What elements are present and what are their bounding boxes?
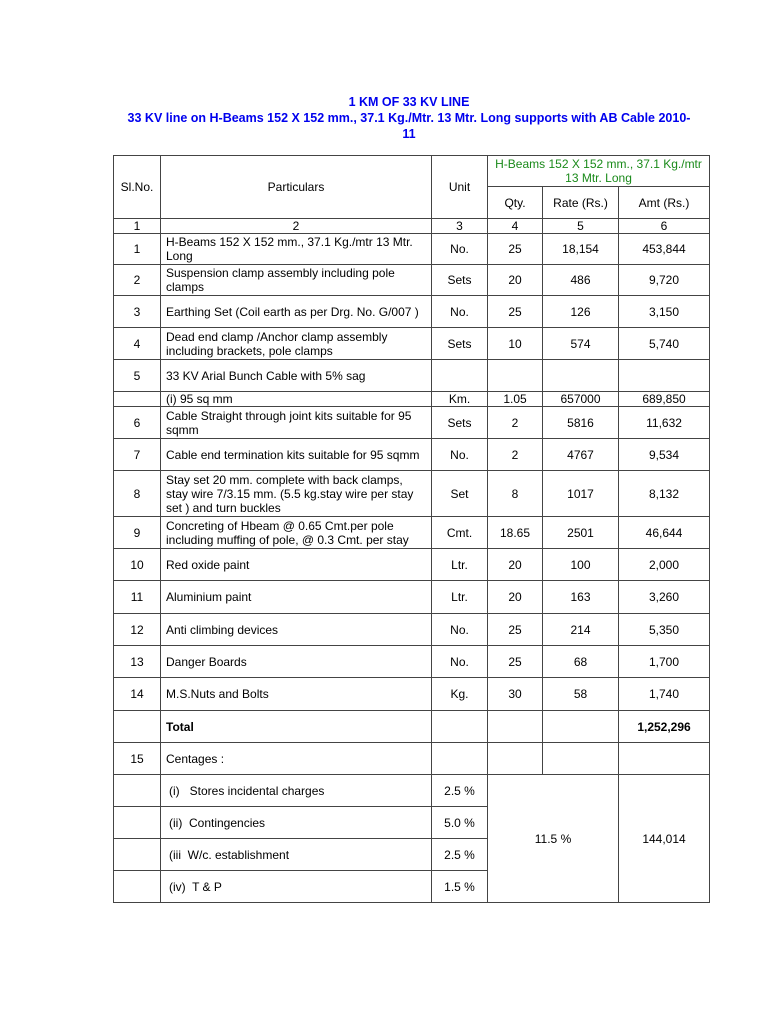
row-rate: 126 xyxy=(543,296,619,328)
table-row xyxy=(114,439,710,471)
row-sl-no: 8 xyxy=(114,471,161,517)
row-unit: Sets xyxy=(432,265,488,296)
header-group: H-Beams 152 X 152 mm., 37.1 Kg./mtr 13 Mtr. Long xyxy=(488,156,710,187)
column-number-row xyxy=(114,219,710,234)
row-qty: 25 xyxy=(488,614,543,646)
row-qty: 8 xyxy=(488,471,543,517)
row-sl-no: 2 xyxy=(114,265,161,296)
row-qty: 10 xyxy=(488,328,543,360)
centage-item-label: (iv) T & P xyxy=(161,871,432,903)
row-amt: 689,850 xyxy=(619,392,710,407)
row-unit: Set xyxy=(432,471,488,517)
row-rate: 18,154 xyxy=(543,234,619,265)
row-particulars: Danger Boards xyxy=(161,646,432,678)
row-sl-no: 7 xyxy=(114,439,161,471)
centage-item-pct: 5.0 % xyxy=(432,807,488,839)
row-amt xyxy=(619,360,710,392)
centage-item-pct: 1.5 % xyxy=(432,871,488,903)
row-unit: No. xyxy=(432,439,488,471)
row-unit: No. xyxy=(432,614,488,646)
row-unit: Kg. xyxy=(432,678,488,711)
total-unit-empty xyxy=(432,711,488,743)
row-particulars: Earthing Set (Coil earth as per Drg. No. G/007 ) xyxy=(161,296,432,328)
row-particulars: Red oxide paint xyxy=(161,549,432,581)
row-unit: Sets xyxy=(432,328,488,360)
total-sl-empty xyxy=(114,711,161,743)
title-line-2: 33 KV line on H-Beams 152 X 152 mm., 37.1 Kg./Mtr. 13 Mtr. Long supports with AB Cable 2010- xyxy=(127,111,691,125)
table-row xyxy=(114,265,710,296)
table-row xyxy=(114,614,710,646)
row-qty: 30 xyxy=(488,678,543,711)
row-qty: 25 xyxy=(488,296,543,328)
centage-total-amt: 144,014 xyxy=(619,775,710,903)
table-row xyxy=(114,407,710,439)
row-particulars: Anti climbing devices xyxy=(161,614,432,646)
row-unit: Cmt. xyxy=(432,517,488,549)
row-qty: 20 xyxy=(488,549,543,581)
col-number: 3 xyxy=(432,219,488,234)
row-sl-no: 3 xyxy=(114,296,161,328)
centage-sl-empty xyxy=(114,807,161,839)
row-qty: 20 xyxy=(488,265,543,296)
row-qty xyxy=(488,360,543,392)
row-sl-no: 12 xyxy=(114,614,161,646)
centages-amt-empty xyxy=(619,743,710,775)
centage-item-label: (ii) Contingencies xyxy=(161,807,432,839)
row-rate: 2501 xyxy=(543,517,619,549)
row-sl-no: 6 xyxy=(114,407,161,439)
row-particulars: Dead end clamp /Anchor clamp assembly including brackets, pole clamps xyxy=(161,328,432,360)
col-number: 5 xyxy=(543,219,619,234)
row-unit xyxy=(432,360,488,392)
row-unit: Ltr. xyxy=(432,549,488,581)
row-particulars: Concreting of Hbeam @ 0.65 Cmt.per pole including muffing of pole, @ 0.3 Cmt. per stay xyxy=(161,517,432,549)
row-amt: 1,700 xyxy=(619,646,710,678)
row-sl-no: 4 xyxy=(114,328,161,360)
row-sl-no: 10 xyxy=(114,549,161,581)
row-qty: 2 xyxy=(488,439,543,471)
col-number: 6 xyxy=(619,219,710,234)
row-sl-no: 1 xyxy=(114,234,161,265)
row-qty: 1.05 xyxy=(488,392,543,407)
centage-item-label: (iii W/c. establishment xyxy=(161,839,432,871)
title-line-1: 1 KM OF 33 KV LINE xyxy=(348,95,470,109)
row-sl-no: 5 xyxy=(114,360,161,392)
centages-row xyxy=(114,743,710,775)
row-sl-no: 14 xyxy=(114,678,161,711)
row-qty: 20 xyxy=(488,581,543,614)
table-row xyxy=(114,392,710,407)
total-row xyxy=(114,711,710,743)
estimate-table xyxy=(113,155,710,903)
col-number: 1 xyxy=(114,219,161,234)
row-rate: 486 xyxy=(543,265,619,296)
header-rate: Rate (Rs.) xyxy=(543,187,619,219)
centage-total-pct: 11.5 % xyxy=(488,775,619,903)
header-sl-no: Sl.No. xyxy=(114,156,161,219)
centages-sl-no: 15 xyxy=(114,743,161,775)
centage-item-pct: 2.5 % xyxy=(432,775,488,807)
centage-item-label: (i) Stores incidental charges xyxy=(161,775,432,807)
table-row xyxy=(114,549,710,581)
row-amt: 5,350 xyxy=(619,614,710,646)
header-amt: Amt (Rs.) xyxy=(619,187,710,219)
row-rate: 5816 xyxy=(543,407,619,439)
row-sl-no: 11 xyxy=(114,581,161,614)
centage-sl-empty xyxy=(114,775,161,807)
row-amt: 9,720 xyxy=(619,265,710,296)
row-amt: 3,260 xyxy=(619,581,710,614)
row-rate xyxy=(543,360,619,392)
row-rate: 4767 xyxy=(543,439,619,471)
table-row xyxy=(114,517,710,549)
centage-item-row xyxy=(114,775,710,807)
row-amt: 5,740 xyxy=(619,328,710,360)
row-amt: 453,844 xyxy=(619,234,710,265)
col-number: 2 xyxy=(161,219,432,234)
row-qty: 18.65 xyxy=(488,517,543,549)
row-rate: 58 xyxy=(543,678,619,711)
row-particulars: Stay set 20 mm. complete with back clamps, stay wire 7/3.15 mm. (5.5 kg.stay wire per stay set ) and turn buckles xyxy=(161,471,432,517)
total-qty-empty xyxy=(488,711,543,743)
row-particulars: 33 KV Arial Bunch Cable with 5% sag xyxy=(161,360,432,392)
row-unit: Km. xyxy=(432,392,488,407)
row-sl-no xyxy=(114,392,161,407)
row-amt: 1,740 xyxy=(619,678,710,711)
row-rate: 100 xyxy=(543,549,619,581)
total-label: Total xyxy=(161,711,432,743)
document-title-block xyxy=(110,94,708,142)
row-particulars: Aluminium paint xyxy=(161,581,432,614)
header-particulars: Particulars xyxy=(161,156,432,219)
table-row xyxy=(114,328,710,360)
centage-sl-empty xyxy=(114,871,161,903)
table-row xyxy=(114,678,710,711)
row-qty: 25 xyxy=(488,646,543,678)
header-qty: Qty. xyxy=(488,187,543,219)
row-rate: 657000 xyxy=(543,392,619,407)
row-amt: 3,150 xyxy=(619,296,710,328)
row-rate: 574 xyxy=(543,328,619,360)
row-particulars: Suspension clamp assembly including pole clamps xyxy=(161,265,432,296)
row-qty: 2 xyxy=(488,407,543,439)
table-row xyxy=(114,646,710,678)
centage-sl-empty xyxy=(114,839,161,871)
row-rate: 214 xyxy=(543,614,619,646)
table-row xyxy=(114,296,710,328)
centages-unit-empty xyxy=(432,743,488,775)
row-amt: 2,000 xyxy=(619,549,710,581)
row-particulars: (i) 95 sq mm xyxy=(161,392,432,407)
col-number: 4 xyxy=(488,219,543,234)
row-rate: 163 xyxy=(543,581,619,614)
row-particulars: Cable Straight through joint kits suitable for 95 sqmm xyxy=(161,407,432,439)
centages-rate-empty xyxy=(543,743,619,775)
centage-item-pct: 2.5 % xyxy=(432,839,488,871)
row-rate: 1017 xyxy=(543,471,619,517)
total-rate-empty xyxy=(543,711,619,743)
centages-label: Centages : xyxy=(161,743,432,775)
header-row-1 xyxy=(114,156,710,187)
row-amt: 46,644 xyxy=(619,517,710,549)
row-amt: 11,632 xyxy=(619,407,710,439)
total-amount: 1,252,296 xyxy=(619,711,710,743)
row-sl-no: 13 xyxy=(114,646,161,678)
row-unit: Ltr. xyxy=(432,581,488,614)
row-sl-no: 9 xyxy=(114,517,161,549)
row-particulars: M.S.Nuts and Bolts xyxy=(161,678,432,711)
header-unit: Unit xyxy=(432,156,488,219)
row-unit: No. xyxy=(432,646,488,678)
row-qty: 25 xyxy=(488,234,543,265)
row-rate: 68 xyxy=(543,646,619,678)
row-unit: Sets xyxy=(432,407,488,439)
table-row xyxy=(114,234,710,265)
row-particulars: Cable end termination kits suitable for 95 sqmm xyxy=(161,439,432,471)
title-line-3: 11 xyxy=(402,127,416,141)
row-amt: 9,534 xyxy=(619,439,710,471)
row-particulars: H-Beams 152 X 152 mm., 37.1 Kg./mtr 13 Mtr. Long xyxy=(161,234,432,265)
centages-qty-empty xyxy=(488,743,543,775)
row-amt: 8,132 xyxy=(619,471,710,517)
table-row xyxy=(114,581,710,614)
row-unit: No. xyxy=(432,296,488,328)
table-row xyxy=(114,471,710,517)
table-row xyxy=(114,360,710,392)
row-unit: No. xyxy=(432,234,488,265)
